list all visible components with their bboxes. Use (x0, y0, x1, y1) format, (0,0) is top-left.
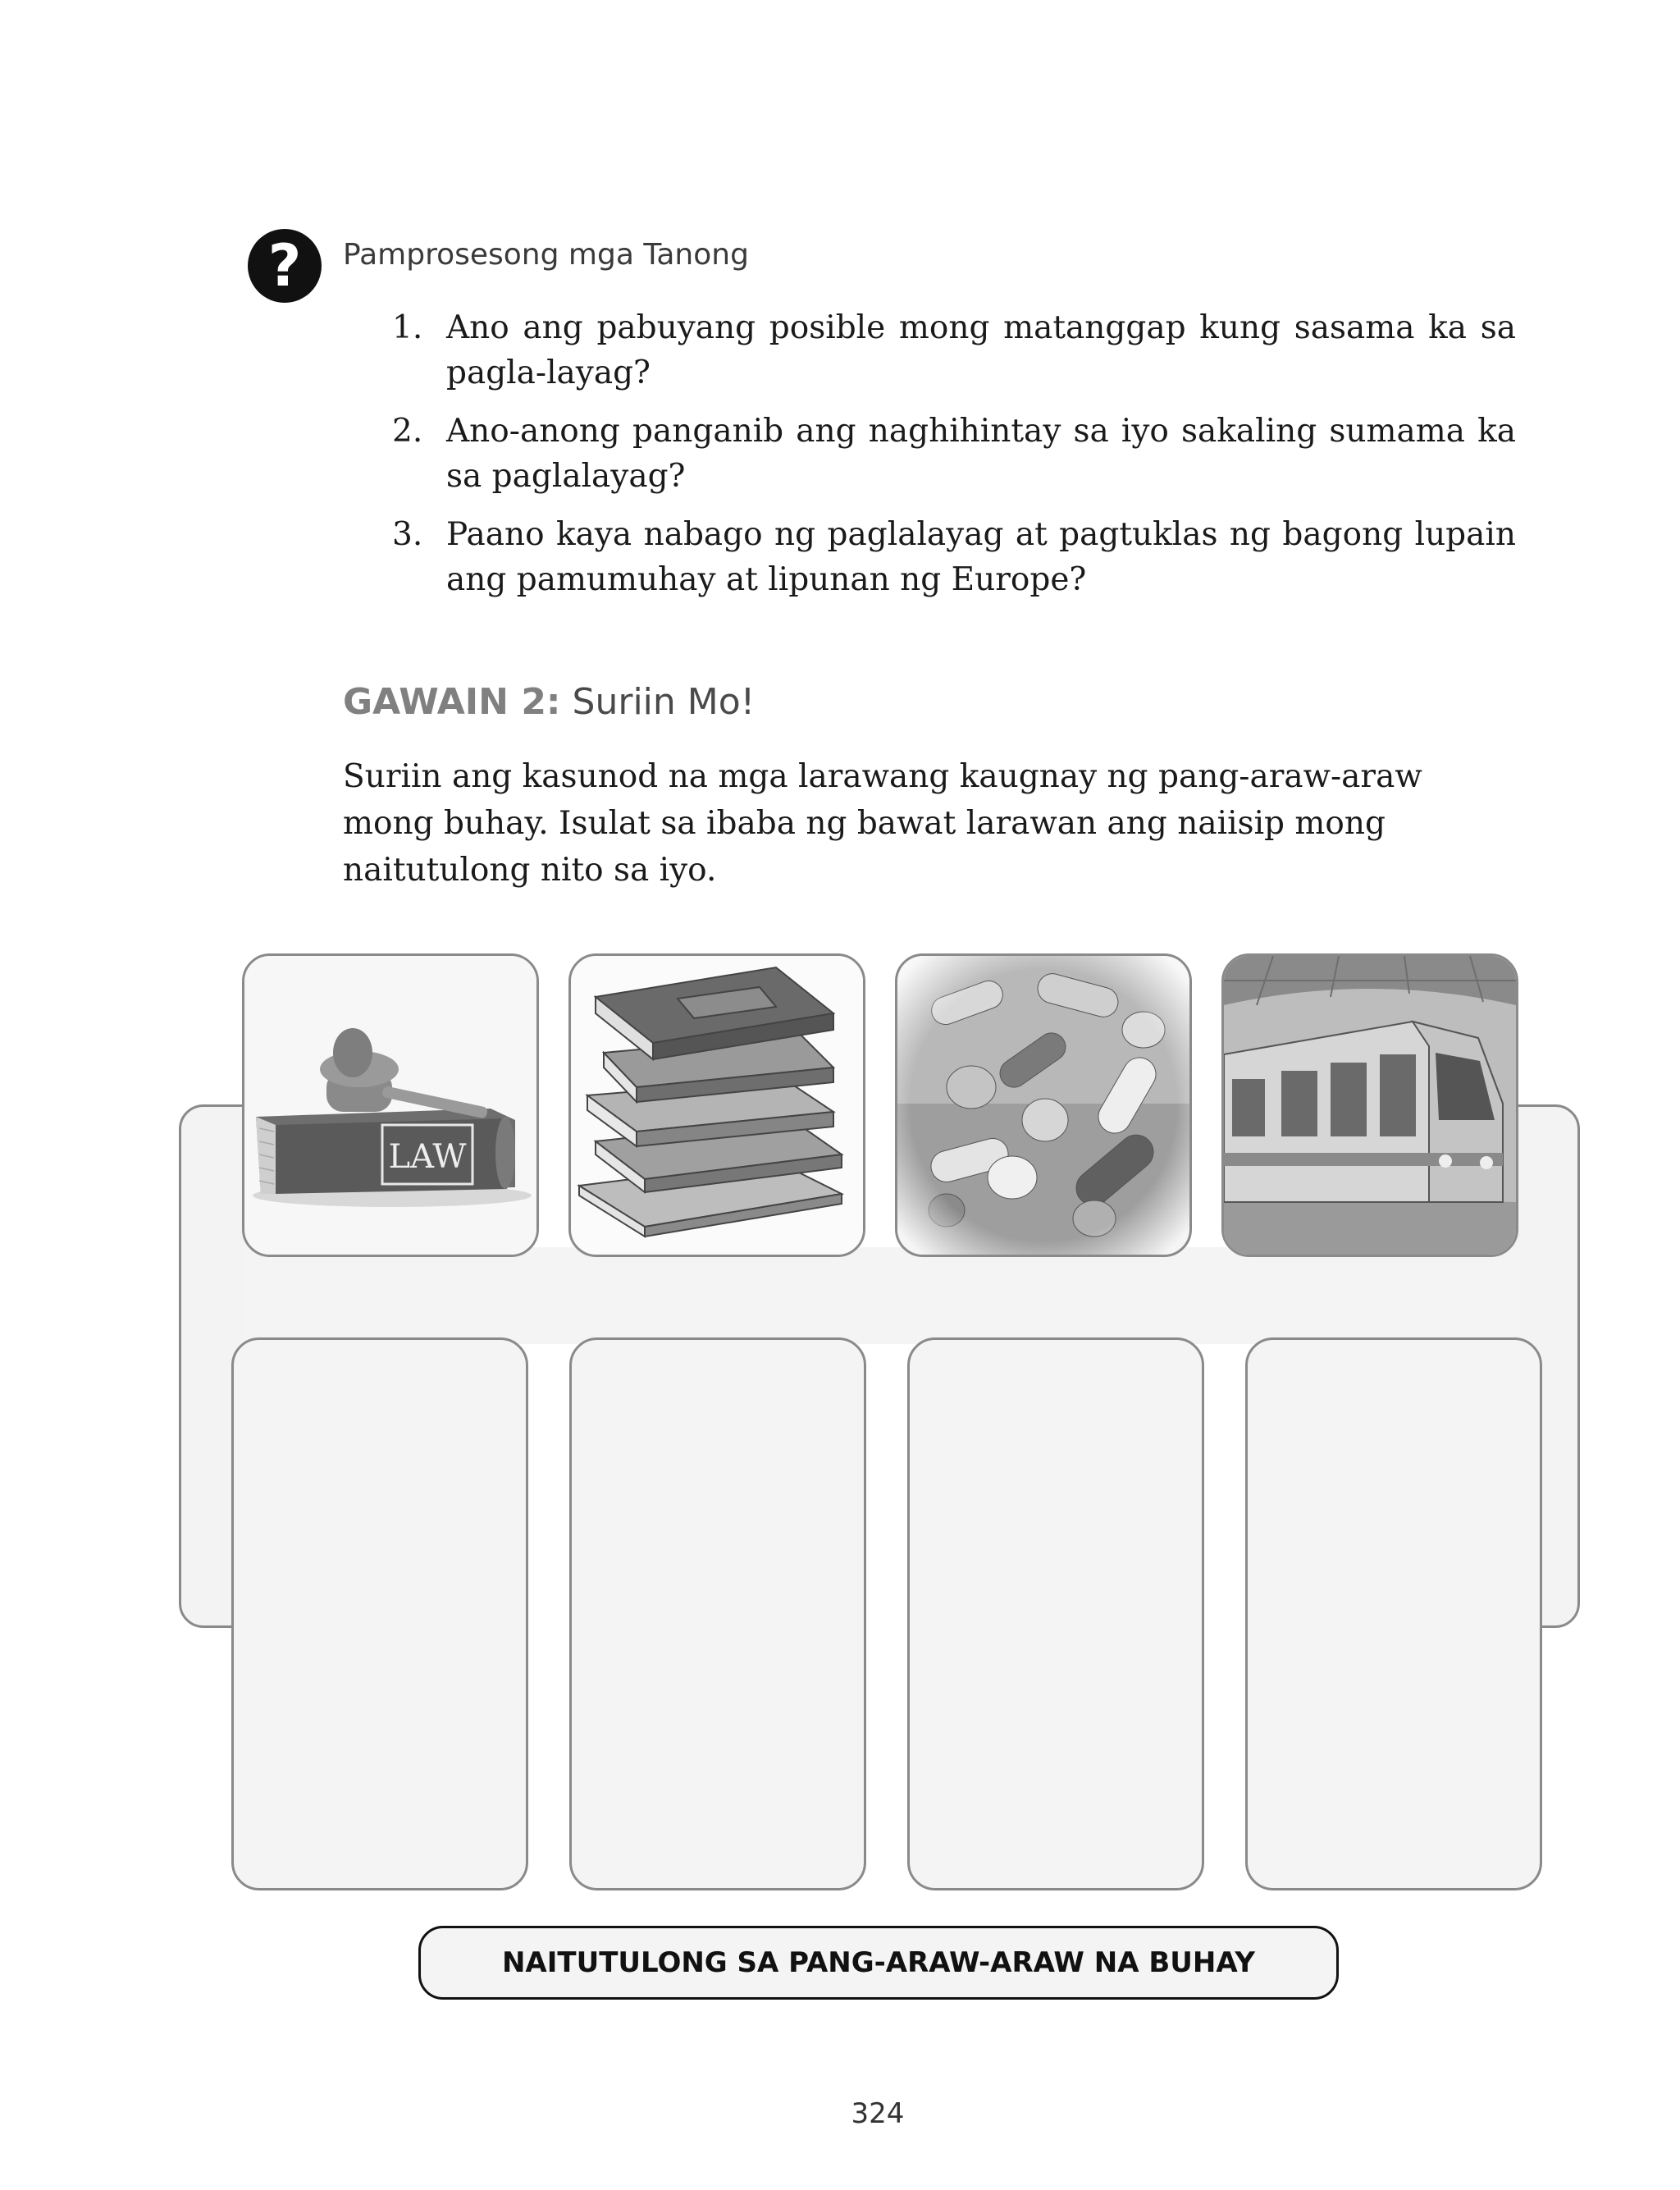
question-item (392, 305, 1516, 395)
activity-name: Suriin Mo! (572, 681, 756, 723)
picture-train (1221, 953, 1518, 1257)
activity-label: GAWAIN 2: (343, 681, 561, 723)
question-text: Paano kaya nabago ng paglalayag at pagtuklas ng bagong lupain ang pamumuhay at lipunan ng Europe? (446, 516, 1516, 598)
answer-box-2[interactable] (569, 1337, 866, 1891)
question-list (392, 305, 1516, 615)
question-mark-icon: ? (248, 229, 322, 303)
section-title: Pamprosesong mga Tanong (343, 238, 749, 272)
question-text: Ano ang pabuyang posible mong matanggap kung sasama ka sa pagla-layag? (446, 309, 1516, 391)
question-number: 3. (392, 516, 423, 553)
question-item (392, 409, 1516, 499)
question-text: Ano-anong panganib ang naghihintay sa iyo sakaling sumama ka sa paglalayag? (446, 413, 1516, 495)
activity-instructions: Suriin ang kasunod na mga larawang kaugnay ng pang-araw-araw mong buhay. Isulat sa ibaba ng bawat larawan ang naiisip mong naitutulong nito sa iyo. (343, 758, 1422, 889)
question-number: 1. (392, 309, 423, 346)
connector-band (242, 1247, 1513, 1344)
picture-books (568, 953, 865, 1257)
train-icon (1224, 956, 1516, 1255)
question-number: 2. (392, 413, 423, 450)
picture-pills (895, 953, 1192, 1257)
medicine-pills-icon (897, 956, 1189, 1255)
page-number: 324 (851, 2097, 905, 2130)
answer-box-1[interactable] (231, 1337, 528, 1891)
picture-law-book (242, 953, 539, 1257)
answer-box-3[interactable] (907, 1337, 1204, 1891)
footer-label: NAITUTULONG SA PANG-ARAW-ARAW NA BUHAY (418, 1926, 1339, 2000)
law-label: LAW (388, 1138, 467, 1176)
stack-of-books-icon (571, 956, 863, 1255)
question-item (392, 512, 1516, 602)
activity-title (343, 681, 755, 723)
answer-box-4[interactable] (1245, 1337, 1542, 1891)
law-book-gavel-icon (244, 956, 536, 1255)
